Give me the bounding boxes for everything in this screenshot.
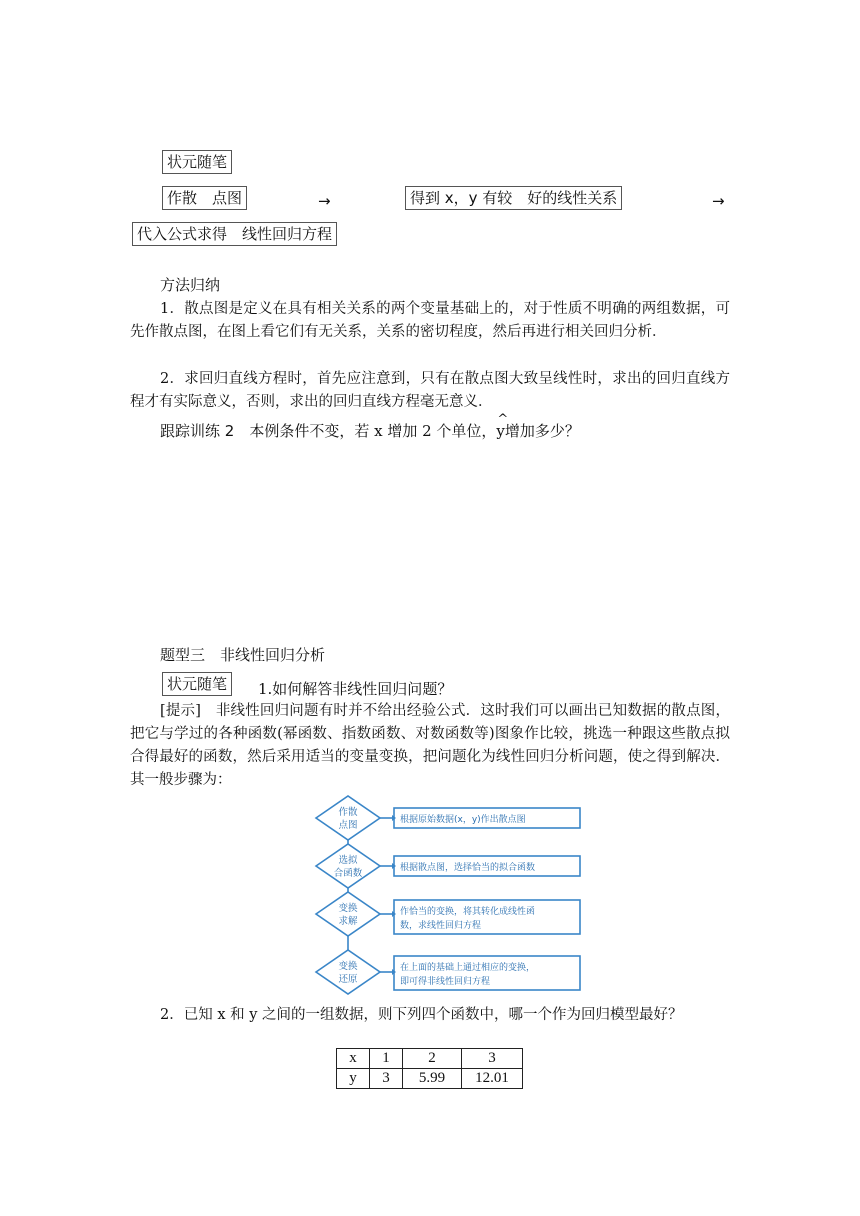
table-row [337, 1069, 523, 1089]
table-cell: 12.01 [462, 1069, 523, 1089]
table-cell: 2 [403, 1049, 462, 1069]
flowchart [312, 790, 588, 996]
note-box-label: 状元随笔 [162, 672, 232, 696]
method-point-2: 2．求回归直线方程时，首先应注意到，只有在散点图大致呈线性时，求出的回归直线方程才有实际意义，否则，求出的回归直线方程毫无意义． [130, 371, 730, 410]
table-cell: 1 [370, 1049, 403, 1069]
data-table [336, 1048, 523, 1089]
flow-diamond-text: 合函数 [333, 868, 363, 879]
table-cell: 5.99 [403, 1069, 462, 1089]
flow-diamond-text: 变换 [338, 961, 358, 972]
hint-text: 非线性回归问题有时并不给出经验公式．这时我们可以画出已知数据的散点图，把它与学过的各种函数(幂函数、指数函数、对数函数等)图象作比较，挑选一种跟这些散点拟合得最好的函数，然后采用适当的变量变换，把问题化为线性回归分析问题，使之得到解决．其一般步骤为： [130, 703, 730, 788]
flow-step-linear: 得到 x，y 有较 好的线性关系 [405, 186, 622, 210]
note-box-label: 状元随笔 [162, 150, 232, 174]
table-cell: x [337, 1049, 370, 1069]
flow-diamond-text: 还原 [338, 974, 358, 985]
method-point-1: 1．散点图是定义在具有相关关系的两个变量基础上的，对于性质不明确的两组数据，可先作散点图，在图上看它们有无关系，关系的密切程度，然后再进行相关回归分析． [130, 301, 730, 340]
section-heading: 题型三 非线性回归分析 [160, 646, 326, 664]
flow-diamond-text: 求解 [338, 916, 358, 927]
practice-label: 跟踪训练 2 [160, 422, 235, 440]
table-cell: y [337, 1069, 370, 1089]
flow-diamond-text: 作散 [338, 807, 358, 818]
flow-box-text: 根据原始数据(x，y)作出散点图 [400, 815, 526, 825]
flow-diamond-text: 点图 [338, 820, 358, 831]
data-table-wrapper [336, 1048, 523, 1089]
question-1: 1.如何解答非线性回归问题？ [258, 680, 453, 698]
flow-box-text: 即可得非线性回归方程 [400, 977, 491, 987]
hint-paragraph [130, 700, 730, 792]
practice-text-end: 增加多少？ [504, 422, 580, 440]
flow-step-scatter: 作散 点图 [162, 186, 247, 210]
question-2: 2．已知 x 和 y 之间的一组数据，则下列四个函数中，哪一个作为回归模型最好？ [160, 1007, 683, 1023]
table-cell: 3 [370, 1069, 403, 1089]
flow-box-text: 根据散点图，选择恰当的拟合函数 [400, 863, 536, 873]
hint-label: [提示] [160, 703, 201, 719]
arrow-icon: → [318, 192, 331, 210]
table-row [337, 1049, 523, 1069]
flow-box-text: 作恰当的变换，将其转化成线性函 [400, 907, 536, 917]
arrow-icon: → [712, 192, 725, 210]
flow-box-text: 在上面的基础上通过相应的变换， [400, 963, 536, 973]
flow-box-text: 数，求线性回归方程 [400, 921, 482, 931]
method-summary-heading: 方法归纳 [160, 276, 221, 294]
flow-diamond-text: 选拟 [338, 855, 358, 866]
practice-line [160, 420, 580, 441]
flow-diamond-text: 变换 [338, 903, 358, 914]
y-hat-symbol: ^ y [496, 422, 504, 440]
flow-step-formula: 代入公式求得 线性回归方程 [132, 222, 337, 246]
table-cell: 3 [462, 1049, 523, 1069]
practice-text: 本例条件不变，若 x 增加 2 个单位， [249, 422, 497, 440]
